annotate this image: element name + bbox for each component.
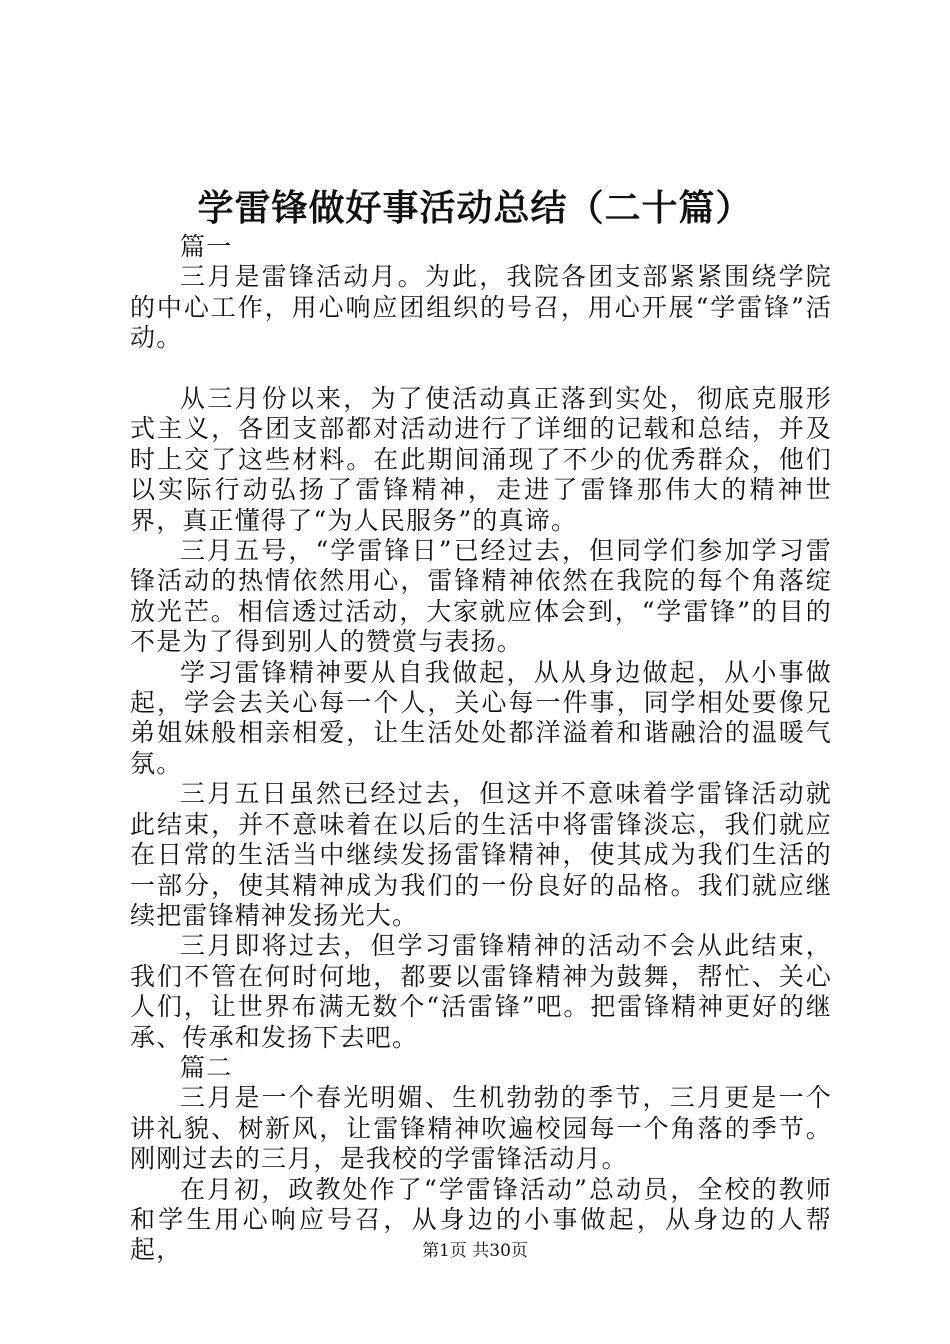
document-body bbox=[130, 232, 832, 1266]
page-footer: 第1页 共30页 bbox=[422, 1241, 528, 1261]
page-title: 学雷锋做好事活动总结（二十篇） bbox=[197, 187, 753, 229]
blank-line bbox=[130, 354, 832, 384]
paragraph: 三月是一个春光明媚、生机勃勃的季节，三月更是一个讲礼貌、树新风，让雷锋精神吹遍校园每一个角落的季节。刚刚过去的三月，是我校的学雷锋活动月。 bbox=[130, 1083, 832, 1174]
paragraph: 从三月份以来，为了使活动真正落到实处，彻底克服形式主义，各团支部都对活动进行了详细的记载和总结，并及时上交了这些材料。在此期间涌现了不少的优秀群众，他们以实际行动弘扬了雷锋精神，走进了雷锋那伟大的精神世界，真正懂得了“为人民服务”的真谛。 bbox=[130, 384, 832, 535]
section-heading-1: 篇一 bbox=[180, 232, 233, 261]
paragraph: 三月是雷锋活动月。为此，我院各团支部紧紧围绕学院的中心工作，用心响应团组织的号召，用心开展“学雷锋”活动。 bbox=[130, 262, 832, 353]
paragraph: 三月五号，“学雷锋日”已经过去，但同学们参加学习雷锋活动的热情依然用心，雷锋精神依然在我院的每个角落绽放光芒。相信透过活动，大家就应体会到，“学雷锋”的目的不是为了得到别人的赞赏与表扬。 bbox=[130, 536, 832, 657]
paragraph: 学习雷锋精神要从自我做起，从从身边做起，从小事做起，学会去关心每一个人，关心每一件事，同学相处要像兄弟姐妹般相亲相爱，让生活处处都洋溢着和谐融洽的温暖气氛。 bbox=[130, 657, 832, 778]
paragraph: 三月五日虽然已经过去，但这并不意味着学雷锋活动就此结束，并不意味着在以后的生活中将雷锋淡忘，我们就应在日常的生活当中继续发扬雷锋精神，使其成为我们生活的一部分，使其精神成为我们的一份良好的品格。我们就应继续把雷锋精神发扬光大。 bbox=[130, 779, 832, 930]
section-heading-2: 篇二 bbox=[180, 1052, 233, 1082]
paragraph: 在月初，政教处作了“学雷锋活动”总动员，全校的教师和学生用心响应号召，从身边的小事做起，从身边的人帮起， bbox=[130, 1174, 832, 1265]
paragraph: 三月即将过去，但学习雷锋精神的活动不会从此结束，我们不管在何时何地，都要以雷锋精神为鼓舞，帮忙、关心人们，让世界布满无数个“活雷锋”吧。把雷锋精神更好的继承、传承和发扬下去吧。 bbox=[130, 931, 832, 1052]
